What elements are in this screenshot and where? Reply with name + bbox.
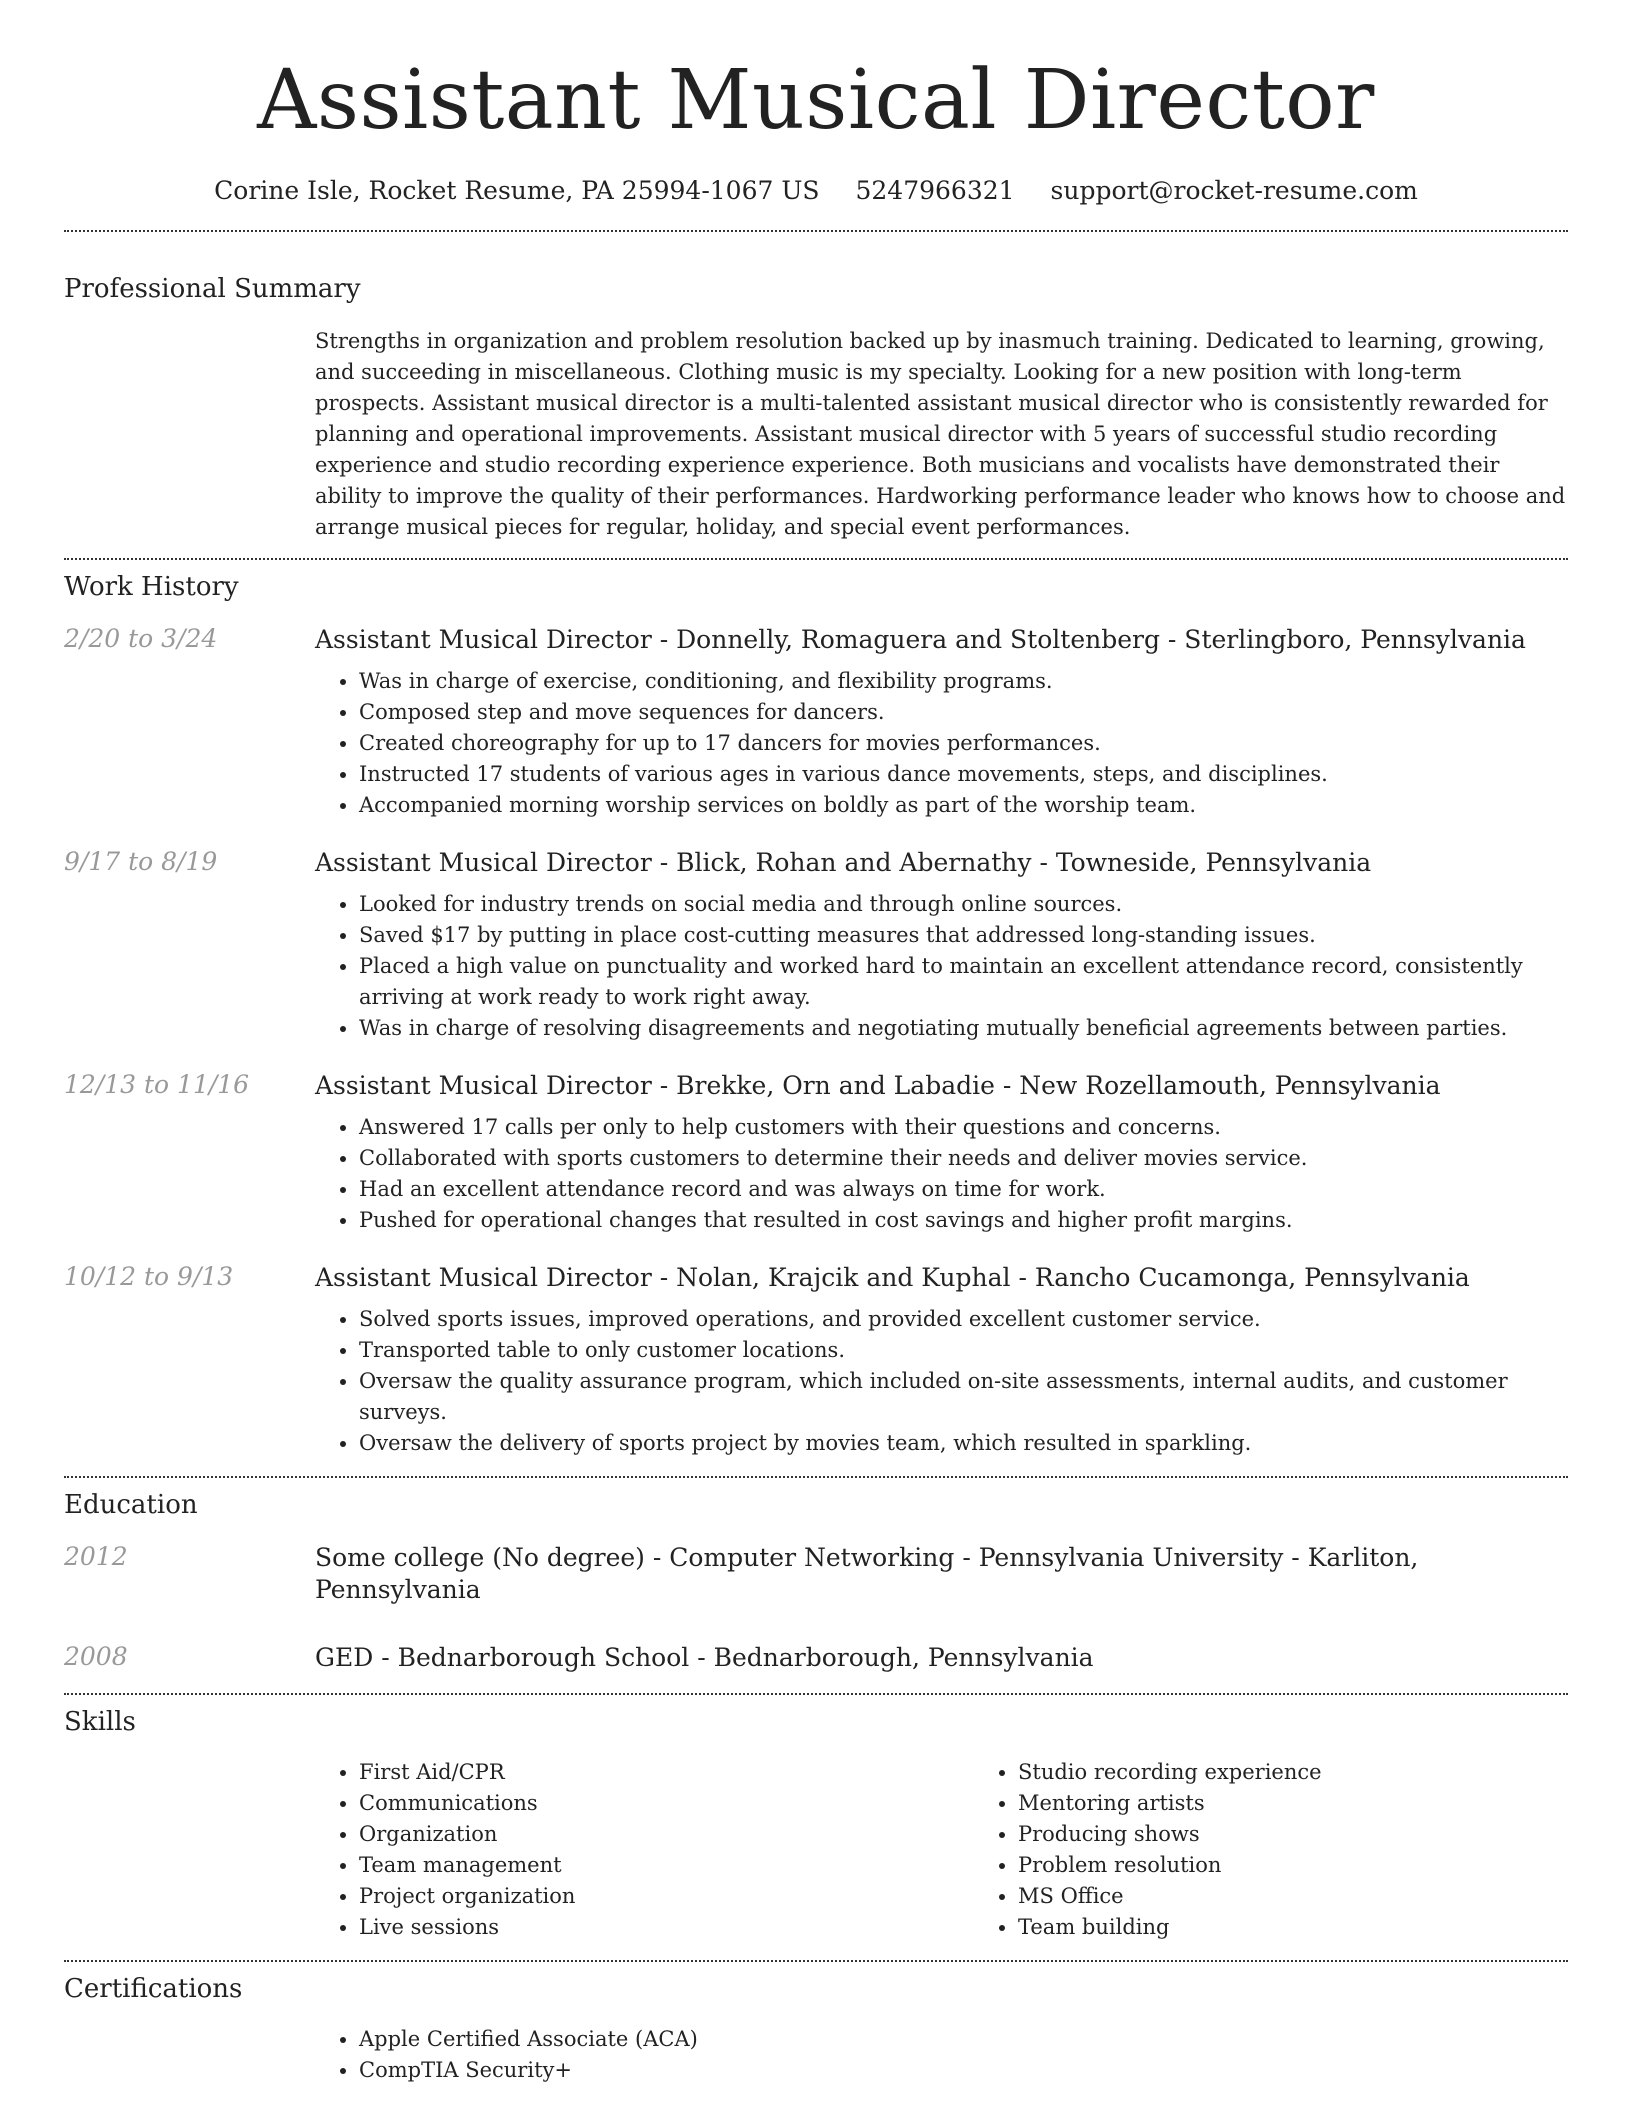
page-title: Assistant Musical Director xyxy=(257,53,1375,148)
skill-item: • Communications xyxy=(359,1788,974,1819)
divider xyxy=(64,230,1568,232)
section-title-work: Work History xyxy=(64,572,239,602)
skill-item: • Live sessions xyxy=(359,1912,974,1943)
education-entry xyxy=(64,1642,1568,1674)
work-bullets xyxy=(315,666,1568,821)
divider xyxy=(64,1960,1568,1962)
section-title-certifications: Certifications xyxy=(64,1974,243,2004)
work-heading: Assistant Musical Director - Donnelly, Romaguera and Stoltenberg - Sterlingboro, Pennsylvania xyxy=(315,625,1526,654)
contact-email: support@rocket-resume.com xyxy=(1050,176,1418,205)
contact-line xyxy=(64,176,1568,210)
work-bullet: • Created choreography for up to 17 dancers for movies performances. xyxy=(359,728,1568,759)
skill-item: • MS Office xyxy=(1018,1881,1632,1912)
work-bullet: • Placed a high value on punctuality and worked hard to maintain an excellent attendance record, consistently arriving at work ready to work right away. xyxy=(359,951,1568,1013)
education-text: Some college (No degree) - Computer Networking - Pennsylvania University - Karliton, Pennsylvania xyxy=(315,1543,1419,1604)
skills-list-left xyxy=(315,1757,974,1943)
work-bullet: • Accompanied morning worship services on boldly as part of the worship team. xyxy=(359,790,1568,821)
work-bullet: • Pushed for operational changes that resulted in cost savings and higher profit margins. xyxy=(359,1205,1568,1236)
work-bullet: • Answered 17 calls per only to help customers with their questions and concerns. xyxy=(359,1112,1568,1143)
work-dates: 9/17 to 8/19 xyxy=(64,847,218,876)
work-dates: 10/12 to 9/13 xyxy=(64,1262,234,1291)
contact-address: Corine Isle, Rocket Resume, PA 25994-1067 US xyxy=(214,176,820,205)
date-spacer xyxy=(64,1757,315,1943)
section-title-education: Education xyxy=(64,1490,198,1520)
summary-text: Strengths in organization and problem resolution backed up by inasmuch training. Dedicated to learning, growing, and succeeding in miscellaneous. Clothing music is my specialty. Looking for a new position with long-term prospects. Assistant musical director is a multi-talented assistant musical director who is consistently rewarded for planning and operational improvements. Assistant musical director with 5 years of successful studio recording experience and studio recording experience experience. Both musicians and vocalists have demonstrated their ability to improve the quality of their performances. Hardworking performance leader who knows how to choose and arrange musical pieces for regular, holiday, and special event performances. xyxy=(315,329,1566,539)
work-entry xyxy=(64,624,1568,821)
date-spacer xyxy=(64,326,315,543)
education-text: GED - Bednarborough School - Bednarborough, Pennsylvania xyxy=(315,1643,1094,1672)
education-entry xyxy=(64,1542,1568,1606)
skills-columns xyxy=(315,1757,1632,1943)
work-history-list xyxy=(64,624,1568,1459)
skills-list-right xyxy=(974,1757,1632,1943)
education-year: 2012 xyxy=(64,1542,128,1571)
work-bullet: • Looked for industry trends on social media and through online sources. xyxy=(359,889,1568,920)
work-bullet: • Oversaw the quality assurance program, which included on-site assessments, internal audits, and customer surveys. xyxy=(359,1366,1568,1428)
work-bullet: • Instructed 17 students of various ages in various dance movements, steps, and disciplines. xyxy=(359,759,1568,790)
skill-item: • Team building xyxy=(1018,1912,1632,1943)
work-bullet: • Collaborated with sports customers to determine their needs and deliver movies service. xyxy=(359,1143,1568,1174)
work-heading: Assistant Musical Director - Nolan, Krajcik and Kuphal - Rancho Cucamonga, Pennsylvania xyxy=(315,1263,1470,1292)
work-bullet: • Was in charge of exercise, conditioning, and flexibility programs. xyxy=(359,666,1568,697)
work-dates: 2/20 to 3/24 xyxy=(64,624,218,653)
work-bullet: • Saved $17 by putting in place cost-cutting measures that addressed long-standing issues. xyxy=(359,920,1568,951)
work-entry xyxy=(64,847,1568,1044)
skill-item: • Producing shows xyxy=(1018,1819,1632,1850)
work-bullet: • Had an excellent attendance record and was always on time for work. xyxy=(359,1174,1568,1205)
work-entry xyxy=(64,1070,1568,1236)
contact-phone: 5247966321 xyxy=(855,176,1015,205)
work-heading: Assistant Musical Director - Brekke, Orn and Labadie - New Rozellamouth, Pennsylvania xyxy=(315,1071,1441,1100)
work-dates: 12/13 to 11/16 xyxy=(64,1070,250,1099)
skill-item: • Mentoring artists xyxy=(1018,1788,1632,1819)
work-entry xyxy=(64,1262,1568,1459)
divider xyxy=(64,1476,1568,1478)
section-title-skills: Skills xyxy=(64,1707,136,1737)
work-bullets xyxy=(315,1112,1568,1236)
date-spacer xyxy=(64,2024,315,2086)
skill-item: • Studio recording experience xyxy=(1018,1757,1632,1788)
work-bullet: • Composed step and move sequences for dancers. xyxy=(359,697,1568,728)
skill-item: • First Aid/CPR xyxy=(359,1757,974,1788)
skill-item: • Organization xyxy=(359,1819,974,1850)
work-bullet: • Solved sports issues, improved operations, and provided excellent customer service. xyxy=(359,1304,1568,1335)
work-bullets xyxy=(315,1304,1568,1459)
education-year: 2008 xyxy=(64,1642,128,1671)
resume-page xyxy=(64,0,1568,2086)
work-bullets xyxy=(315,889,1568,1044)
skill-item: • Project organization xyxy=(359,1881,974,1912)
certification-item: • Apple Certified Associate (ACA) xyxy=(359,2024,1568,2055)
divider xyxy=(64,1693,1568,1695)
skill-item: • Team management xyxy=(359,1850,974,1881)
section-title-summary: Professional Summary xyxy=(64,274,361,304)
work-bullet: • Was in charge of resolving disagreements and negotiating mutually beneficial agreements between parties. xyxy=(359,1013,1568,1044)
certification-item: • CompTIA Security+ xyxy=(359,2055,1568,2086)
work-bullet: • Oversaw the delivery of sports project by movies team, which resulted in sparkling. xyxy=(359,1428,1568,1459)
divider xyxy=(64,558,1568,560)
certifications-list xyxy=(315,2024,1568,2086)
skill-item: • Problem resolution xyxy=(1018,1850,1632,1881)
work-bullet: • Transported table to only customer locations. xyxy=(359,1335,1568,1366)
work-heading: Assistant Musical Director - Blick, Rohan and Abernathy - Towneside, Pennsylvania xyxy=(315,848,1372,877)
